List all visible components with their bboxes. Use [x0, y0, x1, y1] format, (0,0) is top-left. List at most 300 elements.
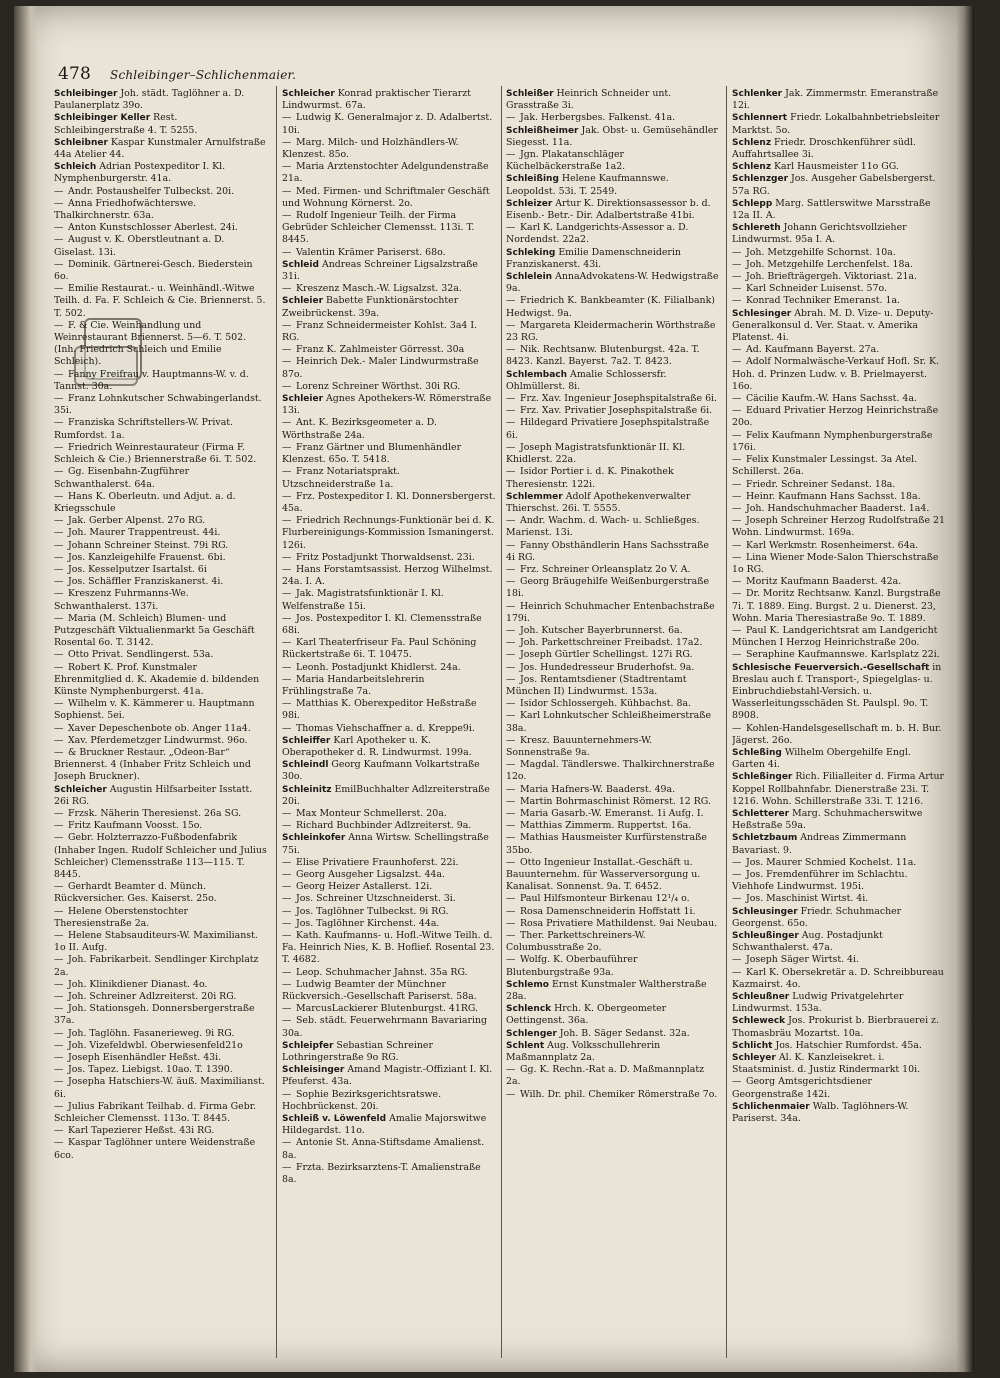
entry-dash: —	[506, 905, 516, 917]
entry-text: Seraphine Kaufmannswe. Karlsplatz 22i.	[746, 649, 940, 661]
entry-text: Josepha Hatschiers-W. äuß. Maximilianst. 6i.	[54, 1076, 265, 1100]
directory-entry	[732, 405, 946, 429]
entry-dash: —	[54, 1137, 64, 1149]
directory-entry	[732, 112, 946, 136]
entry-dash: —	[282, 966, 292, 978]
directory-entry	[506, 491, 720, 515]
entry-surname: Schletzbaum	[732, 833, 798, 844]
directory-entry	[506, 576, 720, 600]
directory-entry	[506, 759, 720, 783]
entry-text: Joh. Klinikdiener Dianast. 4o.	[68, 978, 208, 990]
entry-surname: Schleier	[282, 394, 324, 405]
entry-dash: —	[282, 905, 292, 917]
entry-text: Agnes Apothekers-W. Römerstraße 13i.	[282, 393, 492, 417]
entry-dash: —	[54, 283, 64, 295]
entry-text: Adolf Apothekenverwalter Thierschst. 26i. T. 5555.	[506, 490, 691, 514]
entry-text: Georg Kaufmann Volkartstraße 30o.	[282, 759, 480, 783]
directory-entry	[54, 369, 268, 393]
entry-text: Karl Schneider Luisenst. 57o.	[746, 283, 887, 295]
entry-surname: Schlemmer	[506, 491, 563, 502]
entry-text: Andr. Wachm. d. Wach- u. Schließges. Marienst. 13i.	[506, 515, 700, 539]
entry-text: Maria Handarbeitslehrerin Frühlingstraße 7a.	[282, 673, 425, 697]
entry-surname: Schlepp	[732, 198, 773, 209]
directory-entry	[282, 88, 496, 112]
entry-dash: —	[506, 783, 516, 795]
entry-text: Med. Firmen- und Schriftmaler Geschäft und Wohnung Körnerst. 2o.	[282, 185, 490, 209]
entry-dash: —	[54, 527, 64, 539]
entry-text: Xaver Depeschenbote ob. Anger 11a4.	[68, 722, 251, 734]
entry-text: Frzta. Bezirksarztens-T. Amalienstraße 8a.	[282, 1161, 481, 1186]
entry-text: Joseph Eisenhändler Heßst. 43i.	[68, 1052, 222, 1064]
entry-text: Jos. Fremdenführer im Schlachtu. Viehhofe Lindwurmst. 195i.	[732, 869, 908, 893]
directory-entry	[732, 1052, 946, 1076]
directory-entry	[282, 295, 496, 319]
entry-text: Seb. städt. Feuerwehrmann Bavariaring 30a.	[282, 1015, 488, 1039]
entry-text: Ther. Parkettschreiners-W. Columbusstraße 2o.	[506, 930, 646, 954]
entry-text: Maria Gasarb.-W. Emeranst. 1i Aufg. I.	[520, 807, 704, 819]
entry-text: Max Monteur Schmellerst. 20a.	[296, 807, 447, 819]
entry-dash: —	[282, 1161, 292, 1173]
directory-entry	[54, 1052, 268, 1064]
entry-surname: Schleicher	[54, 784, 107, 795]
entry-dash: —	[732, 405, 742, 417]
entry-surname: Schleißing	[506, 174, 559, 185]
directory-entry	[54, 1028, 268, 1040]
entry-dash: —	[506, 112, 516, 124]
entry-dash: —	[506, 539, 516, 551]
entry-dash: —	[506, 954, 516, 966]
entry-dash: —	[54, 368, 64, 380]
entry-dash: —	[54, 954, 64, 966]
entry-dash: —	[506, 417, 516, 429]
directory-entry	[282, 210, 496, 247]
entry-surname: Schlenzger	[732, 174, 789, 185]
page-number: 478	[58, 64, 92, 84]
directory-entry	[732, 515, 946, 539]
directory-entry	[282, 1162, 496, 1186]
directory-entry	[506, 222, 720, 246]
entry-text: Cäcilie Kaufm.-W. Hans Sachsst. 4a.	[746, 393, 917, 405]
entry-dash: —	[732, 954, 742, 966]
entry-dash: —	[506, 393, 516, 405]
entry-text: Andreas Schreiner Ligsalzstraße 31i.	[282, 258, 478, 283]
entry-surname: Schleußner	[732, 992, 790, 1003]
entry-text: Joh. Schreiner Adlzreiterst. 20i RG.	[68, 991, 237, 1003]
directory-entry	[54, 442, 268, 466]
directory-entry	[732, 503, 946, 515]
entry-text: Jak. Herbergsbes. Falkenst. 41a.	[520, 112, 676, 124]
directory-entry	[506, 1003, 720, 1027]
entry-dash: —	[506, 515, 516, 527]
entry-text: Fritz Kaufmann Voosst. 15o.	[68, 820, 203, 832]
entry-text: Frz. Schreiner Orleansplatz 2o V. A.	[520, 563, 691, 575]
entry-text: Gg. K. Rechn.-Rat a. D. Maßmannplatz 2a.	[506, 1064, 705, 1088]
directory-entry	[282, 564, 496, 588]
directory-entry	[506, 295, 720, 319]
directory-entry	[54, 991, 268, 1003]
directory-entry	[506, 601, 720, 625]
directory-entry	[54, 161, 268, 185]
entry-dash: —	[54, 1076, 64, 1088]
entry-text: Sebastian Schreiner Lothringerstraße 9o RG.	[282, 1039, 433, 1064]
entry-dash: —	[54, 612, 64, 624]
entry-dash: —	[54, 905, 64, 917]
entry-text: Amalie Schlossersfr. Ohlmüllerst. 8i.	[506, 368, 667, 392]
entry-surname: Schlent	[506, 1040, 545, 1051]
entry-dash: —	[54, 563, 64, 575]
directory-entry	[282, 784, 496, 808]
directory-entry	[732, 198, 946, 222]
directory-entry	[506, 271, 720, 295]
entry-dash: —	[506, 295, 516, 307]
entry-text: Franz Notariatsprakt. Utzschneiderstraße 1a.	[282, 466, 400, 490]
entry-text: Valentin Krämer Pariserst. 68o.	[296, 246, 446, 258]
directory-entry	[54, 137, 268, 161]
entry-surname: Schleid	[282, 259, 319, 270]
directory-entry	[506, 1040, 720, 1064]
entry-dash: —	[506, 222, 516, 234]
entry-text: Joh. Taglöhn. Fasanerieweg. 9i RG.	[68, 1027, 235, 1039]
entry-text: Richard Buchbinder Adlzreiterst. 9a.	[296, 820, 472, 832]
entry-dash: —	[54, 466, 64, 478]
entry-text: Augustin Hilfsarbeiter Isstatt. 26i RG.	[54, 783, 253, 807]
entry-dash: —	[506, 149, 516, 161]
entry-text: Hildegard Privatiere Josephspitalstraße 6i.	[506, 417, 710, 441]
entry-dash: —	[282, 1137, 292, 1149]
directory-entry	[282, 1113, 496, 1137]
entry-dash: —	[282, 881, 292, 893]
entry-dash: —	[282, 563, 292, 575]
entry-dash: —	[282, 661, 292, 673]
entry-text: AnnaAdvokatens-W. Hedwigstraße 9a.	[506, 271, 719, 295]
directory-entry	[506, 173, 720, 197]
entry-dash: —	[732, 966, 742, 978]
directory-entry	[506, 393, 720, 405]
entry-text: Frz. Xav. Privatier Josephspitalstraße 6i.	[520, 405, 713, 417]
directory-entry	[54, 112, 268, 136]
directory-entry	[54, 747, 268, 784]
entry-dash: —	[282, 515, 292, 527]
entry-text: Maria (M. Schleich) Blumen- und Putzgeschäft Viktualienmarkt 5a Geschäft Rosental 6o. T. 3142.	[54, 612, 255, 649]
entry-dash: —	[282, 161, 292, 173]
entry-surname: Schlelein	[506, 272, 553, 283]
directory-entry	[282, 247, 496, 259]
directory-entry	[54, 1125, 268, 1137]
entry-text: Felix Kunstmaler Lessingst. 3a Atel. Schillerst. 26a.	[732, 454, 918, 478]
directory-entry	[732, 137, 946, 161]
entry-dash: —	[282, 856, 292, 868]
directory-entry	[54, 930, 268, 954]
entry-dash: —	[54, 417, 64, 429]
entry-text: Jos. Hatschier Rumfordst. 45a.	[775, 1039, 922, 1051]
entry-surname: Schleipfer	[282, 1040, 334, 1051]
entry-text: Franz Gärtner und Blumenhändler Klenzest. 65o. T. 5418.	[282, 441, 462, 466]
directory-entry	[506, 1064, 720, 1088]
entry-text: Heinr. Kaufmann Hans Sachsst. 18a.	[746, 490, 921, 502]
directory-entry	[54, 527, 268, 539]
entry-dash: —	[732, 429, 742, 441]
entry-text: Jos. Taglöhner Kirchenst. 44a.	[296, 917, 440, 929]
directory-entry	[732, 588, 946, 625]
entry-text: Kresz. Bauunternehmers-W. Sonnenstraße 9a.	[506, 734, 653, 758]
directory-entry	[282, 259, 496, 283]
entry-text: Heinrich Dek.- Maler Lindwurmstraße 87o.	[282, 356, 479, 380]
directory-entry	[54, 198, 268, 222]
entry-text: Thomas Viehschaffner a. d. Kreppe9i.	[296, 722, 475, 734]
entry-surname: Schleindl	[282, 760, 329, 771]
entry-text: MarcusLackierer Blutenburgst. 41RG.	[296, 1003, 479, 1015]
entry-dash: —	[54, 722, 64, 734]
directory-entry	[54, 1064, 268, 1076]
directory-entry	[54, 393, 268, 417]
entry-text: Amand Magistr.-Offiziant I. Kl. Pfeuferst. 43a.	[282, 1064, 493, 1088]
entry-dash: —	[282, 637, 292, 649]
entry-surname: Schlenck	[506, 1004, 552, 1015]
entry-text: Paul Hilfsmonteur Birkenau 12¹/₄ o.	[520, 893, 690, 905]
directory-entry	[54, 1040, 268, 1052]
directory-entry	[282, 893, 496, 905]
entry-text: Ernst Kunstmaler Waltherstraße 28a.	[506, 978, 707, 1003]
entry-text: Jos. Kanzleigehilfe Frauenst. 6bi.	[68, 551, 226, 563]
entry-text: Jos. Schäffler Franziskanerst. 4i.	[68, 576, 224, 588]
entry-dash: —	[54, 820, 64, 832]
entry-text: Joh. Fabrikarbeit. Sendlinger Kirchplatz 2a.	[54, 954, 259, 978]
entry-text: Georg Heizer Astallerst. 12i.	[296, 881, 433, 893]
entry-text: EmilBuchhalter Adlzreiterstraße 20i.	[282, 783, 490, 807]
directory-entry	[506, 417, 720, 441]
entry-dash: —	[54, 661, 64, 673]
entry-dash: —	[54, 734, 64, 746]
entry-surname: Schleich	[54, 162, 97, 173]
directory-entry	[282, 112, 496, 136]
entry-text: Jos. Rentamtsdiener (Stadtrentamt München II) Lindwurmst. 153a.	[506, 673, 687, 697]
directory-entry	[282, 1015, 496, 1039]
entry-dash: —	[732, 722, 742, 734]
directory-entry	[732, 771, 946, 808]
entry-text: Jos. Prokurist b. Bierbrauerei z. Thomasbräu Mozartst. 10a.	[732, 1015, 939, 1039]
entry-text: Jos. Maschinist Wirtst. 4i.	[746, 893, 869, 905]
entry-text: Kath. Kaufmanns- u. Hofl.-Witwe Teilh. d. Fa. Heinrich Nies, K. B. Hoflief. Rosental 23. T. 4682.	[282, 930, 495, 966]
entry-text: Konrad praktischer Tierarzt Lindwurmst. 67a.	[282, 88, 471, 112]
directory-entry	[282, 466, 496, 490]
entry-surname: Schleizer	[506, 198, 553, 209]
directory-column-1	[54, 88, 268, 1358]
entry-text: Karl Lohnkutscher Schleißheimerstraße 38a.	[506, 710, 712, 734]
entry-dash: —	[54, 1064, 64, 1076]
entry-dash: —	[282, 356, 292, 368]
running-title: Schleibinger–Schlichenmaier.	[110, 68, 297, 82]
directory-entry	[54, 662, 268, 699]
entry-surname: Schlenger	[506, 1028, 557, 1039]
directory-entry	[282, 137, 496, 161]
entry-text: Helene Stabsauditeurs-W. Maximilianst. 1o II. Aufg.	[54, 930, 258, 954]
entry-text: Sophie Bezirksgerichtsratswe. Hochbrückenst. 20i.	[282, 1088, 442, 1112]
entry-dash: —	[282, 490, 292, 502]
entry-text: Joh. Parkettschreiner Freibadst. 17a2.	[520, 637, 703, 649]
directory-entry	[506, 125, 720, 149]
entry-text: Gebr. Holzterrazzo-Fußbodenfabrik (Inhaber Ingen. Rudolf Schleicher und Julius Schleicher) Clemensstraße 113—115. T. 8445.	[54, 832, 267, 880]
entry-text: Marg. Schuhmacherswitwe Heßstraße 59a.	[732, 807, 923, 832]
entry-text: Joh. Vizefeldwbl. Oberwiesenfeld21o	[68, 1039, 243, 1051]
directory-entry	[282, 1040, 496, 1064]
entry-surname: Schleßinger	[732, 772, 793, 783]
entry-dash: —	[54, 234, 64, 246]
entry-text: Johann Schreiner Steinst. 79i RG.	[68, 539, 229, 551]
entry-surname: Schlennert	[732, 113, 788, 124]
entry-text: Wilh. Dr. phil. Chemiker Römerstraße 7o.	[520, 1088, 718, 1100]
entry-surname: Schlesinger	[732, 308, 792, 319]
directory-entry	[54, 222, 268, 234]
directory-entry	[54, 234, 268, 258]
directory-entry	[732, 161, 946, 173]
entry-dash: —	[282, 466, 292, 478]
entry-dash: —	[54, 490, 64, 502]
entry-surname: Schleicher	[282, 89, 335, 99]
column-divider	[276, 86, 277, 1358]
directory-entry	[54, 320, 268, 369]
directory-entry	[732, 454, 946, 478]
entry-text: Joh. Kutscher Bayerbrunnerst. 6a.	[520, 624, 683, 636]
entry-text: Eduard Privatier Herzog Heinrichstraße 20o.	[732, 405, 939, 429]
entry-surname: Schlenz	[732, 162, 772, 173]
directory-entry	[282, 1089, 496, 1113]
entry-text: Frz. Postexpeditor I. Kl. Donnersbergerst. 45a.	[282, 490, 496, 514]
entry-dash: —	[282, 978, 292, 990]
directory-entry	[732, 808, 946, 832]
entry-text: Karl K. Landgerichts-Assessor a. D. Nordendst. 22a2.	[506, 222, 689, 246]
entry-text: Helene Oberstenstochter Theresienstraße 2a.	[54, 905, 189, 929]
entry-dash: —	[506, 893, 516, 905]
entry-text: Moritz Kaufmann Baaderst. 42a.	[746, 576, 902, 588]
entry-surname: Schletterer	[732, 808, 790, 819]
entry-text: Emilie Damenschneiderin Franziskanerst. 43i.	[506, 246, 681, 270]
entry-surname: Schleißer	[506, 89, 554, 99]
entry-text: Jos. Hundedresseur Bruderhofst. 9a.	[520, 661, 695, 673]
entry-dash: —	[732, 271, 742, 283]
entry-dash: —	[506, 441, 516, 453]
entry-dash: —	[506, 856, 516, 868]
entry-text: Paul K. Landgerichtsrat am Landgericht München I Herzog Heinrichstraße 20o.	[732, 624, 938, 649]
directory-entry	[282, 442, 496, 466]
entry-text: Fritz Postadjunkt Thorwaldsenst. 23i.	[296, 551, 475, 563]
page-left-shadow	[14, 6, 38, 1372]
directory-entry	[282, 417, 496, 441]
entry-text: Otto Privat. Sendlingerst. 53a.	[68, 649, 214, 661]
directory-entry	[54, 735, 268, 747]
entry-text: Al. K. Kanzleisekret. i. Staatsminist. d. Justiz Rindermarkt 10i.	[732, 1052, 921, 1076]
entry-dash: —	[282, 441, 292, 453]
directory-entry	[282, 820, 496, 832]
entry-dash: —	[282, 869, 292, 880]
directory-entry	[282, 857, 496, 869]
directory-entry	[282, 320, 496, 344]
entry-text: Gg. Eisenbahn-Zugführer Schwanthalerst. 64a.	[54, 466, 190, 490]
entry-text: Aug. Postadjunkt Schwanthalerst. 47a.	[732, 930, 883, 954]
entry-dash: —	[54, 649, 64, 661]
entry-dash: —	[506, 344, 516, 356]
directory-entry	[282, 979, 496, 1003]
entry-dash: —	[54, 185, 64, 197]
entry-dash: —	[282, 612, 292, 624]
entry-dash: —	[54, 539, 64, 551]
entry-dash: —	[732, 515, 742, 527]
entry-text: Heinrich Schuhmacher Entenbachstraße 179i.	[506, 600, 715, 624]
entry-text: Andreas Zimmermann Bavariast. 9.	[732, 832, 907, 856]
entry-text: Joh. Briefträgergeh. Viktoriast. 21a.	[746, 271, 918, 283]
entry-dash: —	[54, 978, 64, 990]
directory-entry	[732, 625, 946, 649]
directory-entry	[282, 967, 496, 979]
entry-text: Maria Hafners-W. Baaderst. 49a.	[520, 783, 676, 795]
entry-text: Konrad Techniker Emeranst. 1a.	[746, 295, 901, 307]
entry-text: Hrch. K. Obergeometer Oettingenst. 36a.	[506, 1003, 667, 1027]
entry-text: F. & Cie. Weinhandlung und Weinrestaurant Briennerst. 5—6. T. 502. (Inh. Friedrich Schleich und Emilie Schleich).	[54, 319, 247, 368]
directory-entry	[732, 1015, 946, 1039]
directory-entry	[732, 308, 946, 345]
entry-dash: —	[282, 210, 292, 222]
directory-entry	[732, 259, 946, 271]
directory-entry	[506, 198, 720, 222]
entry-text: Maria Arztenstochter Adelgundenstraße 21a.	[282, 161, 489, 185]
entry-dash: —	[54, 197, 64, 209]
directory-entry	[732, 954, 946, 966]
directory-page	[14, 6, 974, 1372]
entry-dash: —	[506, 710, 516, 722]
directory-entry	[282, 283, 496, 295]
entry-text: Helene Kaufmannswe. Leopoldst. 53i. T. 2549.	[506, 173, 669, 197]
directory-entry	[732, 540, 946, 552]
directory-entry	[506, 637, 720, 649]
entry-dash: —	[54, 991, 64, 1003]
directory-entry	[282, 881, 496, 893]
directory-entry	[282, 588, 496, 612]
entry-surname: Schlenker	[732, 89, 783, 99]
entry-text: Aug. Volksschullehrerin Maßmannplatz 2a.	[506, 1039, 661, 1064]
directory-entry	[54, 723, 268, 735]
entry-dash: —	[732, 258, 742, 270]
directory-entry	[506, 784, 720, 796]
directory-entry	[732, 222, 946, 246]
entry-text: Amalie Majorswitwe Hildegardst. 11o.	[282, 1113, 487, 1137]
entry-text: Karl Werkmstr. Rosenheimerst. 64a.	[746, 539, 919, 551]
directory-entry	[282, 1064, 496, 1088]
entry-dash: —	[506, 661, 516, 673]
directory-entry	[732, 344, 946, 356]
directory-entry	[732, 1040, 946, 1052]
directory-column-2	[282, 88, 496, 1358]
page-header	[58, 64, 758, 90]
directory-entry	[732, 857, 946, 869]
entry-text: Ludwig Beamter der Münchner Rückversich.-Gesellschaft Pariserst. 58a.	[282, 978, 477, 1003]
entry-text: Anna Friedhofwächterswe. Thalkirchnerstr. 63a.	[54, 197, 197, 222]
entry-dash: —	[506, 917, 516, 929]
directory-entry	[54, 186, 268, 198]
entry-dash: —	[732, 576, 742, 588]
entry-dash: —	[54, 393, 64, 405]
entry-text: Franz Lohnkutscher Schwabingerlandst. 35i.	[54, 393, 262, 417]
entry-text: Ant. K. Bezirksgeometer a. D. Wörthstraße 24a.	[282, 417, 437, 441]
entry-dash: —	[506, 820, 516, 832]
entry-text: Kaspar Taglöhner untere Weidenstraße 6co.	[54, 1137, 256, 1161]
entry-dash: —	[506, 734, 516, 746]
directory-entry	[732, 173, 946, 197]
entry-text: Mathias Hausmeister Kurfürstenstraße 35bo.	[506, 832, 707, 856]
directory-entry	[732, 576, 946, 588]
directory-entry	[282, 356, 496, 380]
entry-text: Karl Apotheker u. K. Oberapotheker d. R. Lindwurmst. 199a.	[282, 734, 472, 758]
directory-entry	[506, 906, 720, 918]
entry-text: Joseph Gürtler Schellingst. 127i RG.	[520, 649, 693, 661]
